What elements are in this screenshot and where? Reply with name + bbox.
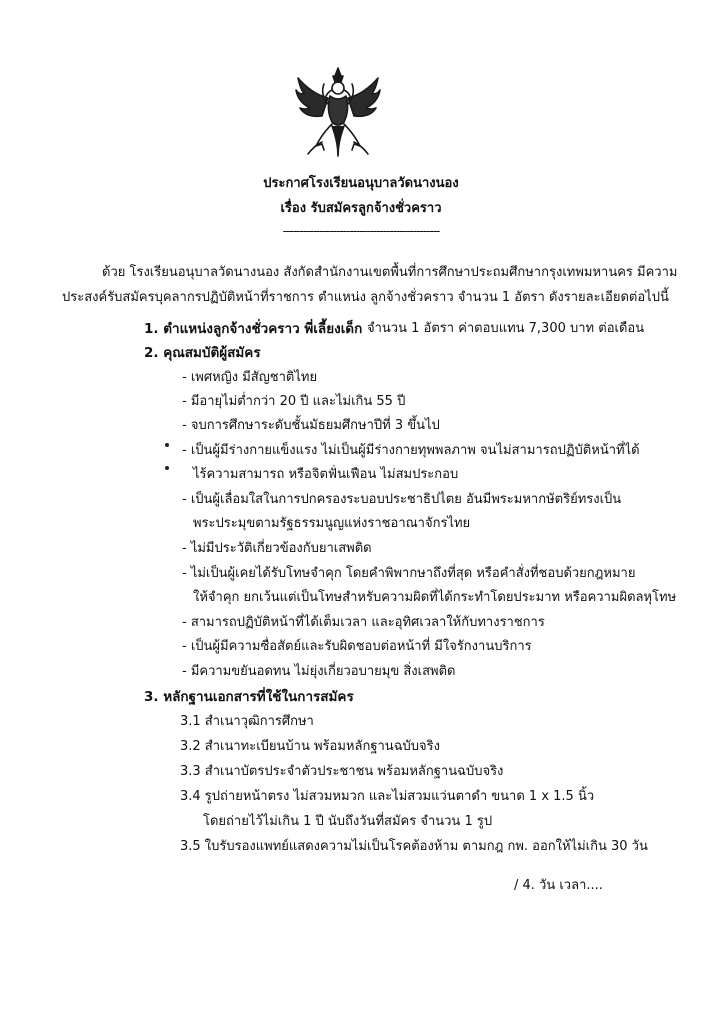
intro-line-2: ประสงค์รับสมัครบุคลากรปฏิบัติหน้าที่ราชการ ตำแหน่ง ลูกจ้างชั่วคราว จำนวน 1 อัตรา ดังรายละเอียดต่อไปนี้	[62, 290, 669, 305]
page-continuation: / 4. วัน เวลา....	[514, 878, 603, 893]
title-divider: -----------------------------------------------	[282, 224, 440, 238]
list-item: - เป็นผู้มีร่างกายแข็งแรง ไม่เป็นผู้มีร่างกายทุพพลภาพ จนไม่สามารถปฏิบัติหน้าที่ได้	[182, 443, 640, 458]
list-item: 3.4 รูปถ่ายหน้าตรง ไม่สวมหมวก และไม่สวมแว่นตาดำ ขนาด 1 x 1.5 นิ้ว	[180, 789, 595, 804]
list-item-continuation: ไร้ความสามารถ หรือจิตฟั่นเฟือน ไม่สมประกอบ	[193, 467, 459, 482]
list-item: 3.2 สำเนาทะเบียนบ้าน พร้อมหลักฐานฉบับจริง	[180, 739, 440, 754]
announcement-subject: เรื่อง รับสมัครลูกจ้างชั่วคราว	[280, 201, 442, 216]
section-3-heading: 3. หลักฐานเอกสารที่ใช้ในการสมัคร	[144, 689, 354, 705]
section-1-heading: 1. ตำแหน่งลูกจ้างชั่วคราว พี่เลี้ยงเด็ก	[144, 321, 363, 337]
list-item: - มีอายุไม่ต่ำกว่า 20 ปี และไม่เกิน 55 ปี	[182, 394, 406, 409]
announcement-title: ประกาศโรงเรียนอนุบาลวัดนางนอง	[263, 176, 459, 191]
intro-line-1: ด้วย โรงเรียนอนุบาลวัดนางนอง สังกัดสำนักงานเขตพื้นที่การศึกษาประถมศึกษากรุงเทพมหานคร มีความ	[102, 265, 678, 280]
list-item: - สามารถปฏิบัติหน้าที่ได้เต็มเวลา และอุทิศเวลาให้กับทางราชการ	[182, 615, 545, 630]
section-2-heading: 2. คุณสมบัติผู้สมัคร	[144, 345, 261, 361]
list-item-continuation: พระประมุขตามรัฐธรรมนูญแห่งราชอาณาจักรไทย	[193, 516, 471, 531]
list-item: - มีความขยันอดทน ไม่ยุ่งเกี่ยวอบายมุข สิ่งเสพติด	[182, 664, 456, 679]
list-item: 3.1 สำเนาวุฒิการศึกษา	[180, 714, 314, 729]
list-item: - เป็นผู้มีความซื่อสัตย์และรับผิดชอบต่อหน้าที่ มีใจรักงานบริการ	[182, 639, 532, 654]
scan-mark	[165, 443, 169, 447]
garuda-emblem-icon	[292, 64, 384, 160]
list-item: 3.3 สำเนาบัตรประจำตัวประชาชน พร้อมหลักฐานฉบับจริง	[180, 764, 504, 779]
list-item: - จบการศึกษาระดับชั้นมัธยมศึกษาปีที่ 3 ขึ้นไป	[182, 418, 440, 433]
list-item: - ไม่เป็นผู้เคยได้รับโทษจำคุก โดยคำพิพากษาถึงที่สุด หรือคำสั่งที่ชอบด้วยกฎหมาย	[182, 566, 636, 581]
list-item: 3.5 ใบรับรองแพทย์แสดงความไม่เป็นโรคต้องห้าม ตามกฎ กพ. ออกให้ไม่เกิน 30 วัน	[180, 839, 648, 854]
list-item-continuation: โดยถ่ายไว้ไม่เกิน 1 ปี นับถึงวันที่สมัคร จำนวน 1 รูป	[203, 814, 493, 829]
scan-mark	[165, 466, 169, 470]
list-item: - ไม่มีประวัติเกี่ยวข้องกับยาเสพติด	[182, 541, 372, 556]
list-item: - เพศหญิง มีสัญชาติไทย	[182, 370, 318, 385]
list-item: - เป็นผู้เลื่อมใสในการปกครองระบอบประชาธิปไตย อันมีพระมหากษัตริย์ทรงเป็น	[182, 492, 622, 507]
list-item-continuation: ให้จำคุก ยกเว้นแต่เป็นโทษสำหรับความผิดที่ได้กระทำโดยประมาท หรือความผิดลหุโทษ	[193, 590, 677, 605]
section-1-detail: จำนวน 1 อัตรา ค่าตอบแทน 7,300 บาท ต่อเดือน	[367, 321, 645, 336]
